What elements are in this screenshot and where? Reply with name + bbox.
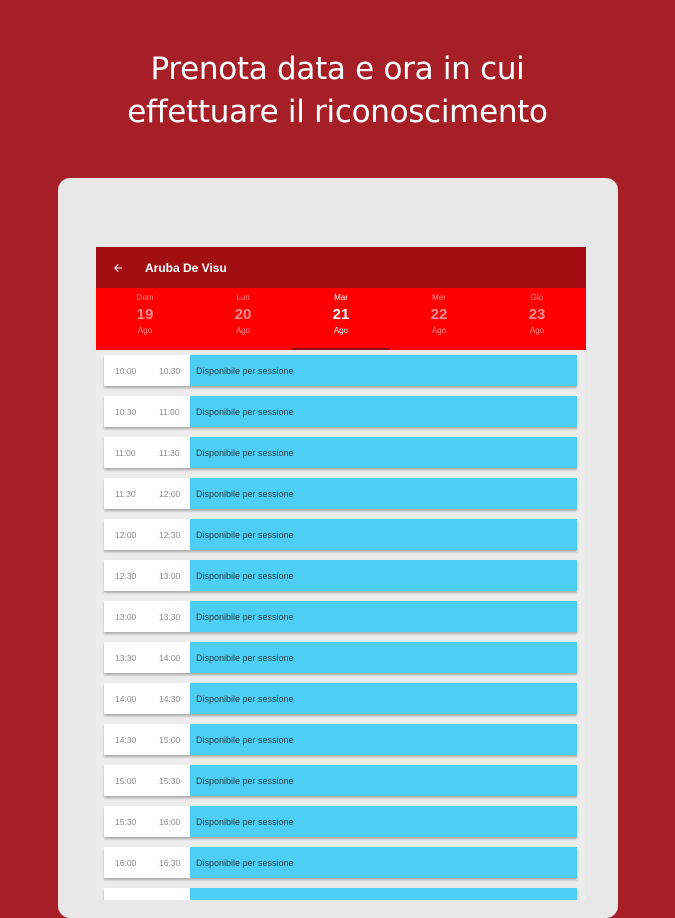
day-weekday: Mar [334,293,348,302]
slot-start-time: 15:00 [115,775,137,786]
slot-availability-label: Disponibile per sessione [196,488,294,499]
slot-start-time: 13:00 [115,611,137,622]
day-month: Ago [333,326,349,335]
slot-availability-label: Disponibile per sessione [196,365,294,376]
time-slot-row[interactable] [104,519,577,550]
slot-availability-label: Disponibile per sessione [196,611,294,622]
slot-start-time: 11:30 [115,488,136,499]
slot-time-range [104,355,190,386]
slot-availability-label: Disponibile per sessione [196,734,294,745]
slot-time-range [104,806,190,837]
slot-availability-button[interactable] [190,724,577,755]
slot-end-time: 10:30 [159,365,181,376]
slot-availability-label: Disponibile per sessione [196,857,294,868]
time-slot-row[interactable] [104,601,577,632]
slot-availability-label: Disponibile per sessione [196,816,294,827]
slot-end-time: 12:30 [159,529,181,540]
slot-start-time: 10:00 [115,365,137,376]
day-number: 20 [234,306,252,323]
slot-end-time: 16:30 [159,857,181,868]
slot-availability-label: Disponibile per sessione [196,447,294,458]
time-slot-row[interactable] [104,724,577,755]
slot-time-range [104,396,190,427]
day-month: Ago [529,326,545,335]
day-tab[interactable] [96,288,194,350]
time-slot-row[interactable] [104,765,577,796]
slot-availability-label: Disponibile per sessione [196,570,294,581]
slot-time-range [104,888,190,900]
time-slot-row[interactable] [104,437,577,468]
time-slot-row[interactable] [104,683,577,714]
day-month: Ago [235,326,251,335]
slot-availability-button[interactable] [190,683,577,714]
slot-end-time: 11:30 [159,447,180,458]
slot-start-time: 15:30 [115,816,137,827]
selected-day-indicator [292,348,390,350]
day-number: 22 [430,306,448,323]
slot-end-time: 13:00 [159,570,181,581]
headline-line-2: effettuare il riconoscimento [127,94,548,130]
day-weekday: Gio [530,293,544,302]
day-tab-selected[interactable] [292,288,390,350]
time-slot-row[interactable] [104,396,577,427]
slot-end-time: 13:30 [159,611,181,622]
slot-time-range [104,683,190,714]
slot-end-time: 15:00 [159,734,181,745]
arrow-left-icon[interactable] [108,258,128,278]
day-month: Ago [431,326,447,335]
slot-start-time: 16:00 [115,857,137,868]
slot-end-time: 14:00 [159,652,181,663]
app-toolbar [96,247,586,288]
slot-end-time: 15:30 [159,775,181,786]
slot-availability-button[interactable] [190,519,577,550]
time-slot-row[interactable] [104,478,577,509]
time-slot-row[interactable] [104,560,577,591]
day-number: 19 [136,306,154,323]
day-number: 23 [528,306,546,323]
day-weekday: Dom [136,293,154,302]
slot-availability-button[interactable] [190,847,577,878]
time-slot-row[interactable] [104,355,577,386]
slot-end-time: 14:30 [159,693,181,704]
slot-start-time: 12:30 [115,570,137,581]
slot-time-range [104,478,190,509]
slot-availability-button[interactable] [190,765,577,796]
time-slot-list [96,350,586,900]
slot-availability-button[interactable] [190,396,577,427]
day-tab[interactable] [390,288,488,350]
slot-time-range [104,642,190,673]
slot-time-range [104,519,190,550]
slot-time-range [104,847,190,878]
time-slot-row[interactable] [104,847,577,878]
slot-time-range [104,601,190,632]
slot-end-time: 11:00 [159,406,180,417]
day-tab[interactable] [488,288,586,350]
slot-start-time: 11:00 [115,447,136,458]
promo-headline [0,48,675,134]
slot-availability-button[interactable] [190,355,577,386]
slot-start-time: 10:30 [115,406,137,417]
slot-availability-button[interactable] [190,437,577,468]
app-title: Aruba De Visu [145,260,227,275]
slot-availability-button[interactable] [190,560,577,591]
slot-time-range [104,560,190,591]
slot-availability-label: Disponibile per sessione [196,693,294,704]
slot-end-time: 16:00 [159,816,181,827]
headline-line-1: Prenota data e ora in cui [150,51,525,87]
day-tab[interactable] [194,288,292,350]
time-slot-row[interactable] [104,642,577,673]
slot-availability-label: Disponibile per sessione [196,775,294,786]
slot-start-time: 13:30 [115,652,137,663]
slot-time-range [104,437,190,468]
app-screen [96,247,586,900]
slot-end-time: 12:00 [159,488,181,499]
day-weekday: Lun [236,293,250,302]
slot-availability-button[interactable] [190,478,577,509]
slot-time-range [104,724,190,755]
slot-availability-button[interactable] [190,888,577,900]
slot-time-range [104,765,190,796]
day-month: Ago [137,326,153,335]
day-number: 21 [332,306,350,323]
slot-start-time: 12:00 [115,529,137,540]
slot-availability-label: Disponibile per sessione [196,529,294,540]
day-selector [96,288,586,350]
slot-availability-label: Disponibile per sessione [196,652,294,663]
time-slot-row[interactable] [104,888,577,900]
slot-start-time: 14:00 [115,693,137,704]
slot-availability-button[interactable] [190,601,577,632]
time-slot-row[interactable] [104,806,577,837]
day-weekday: Mer [432,293,446,302]
slot-start-time: 14:30 [115,734,137,745]
slot-availability-button[interactable] [190,806,577,837]
slot-availability-button[interactable] [190,642,577,673]
slot-availability-label: Disponibile per sessione [196,406,294,417]
